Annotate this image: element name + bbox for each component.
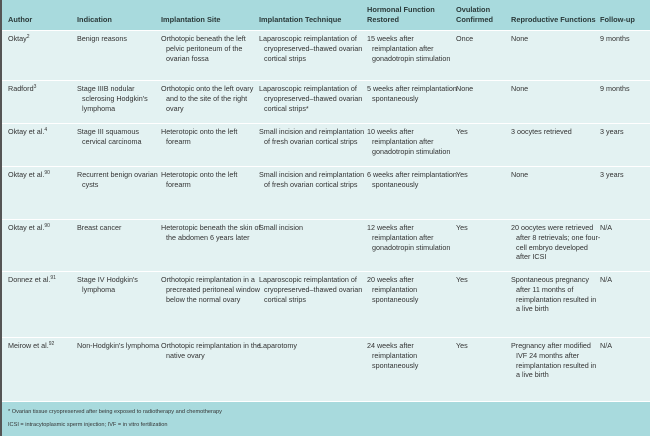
cell-implantation-site: Heterotopic onto the left forearm — [161, 170, 238, 189]
reference-number: 4 — [44, 127, 48, 133]
cell-indication: Stage IIIB nodular sclerosing Hodgkin's lymphoma — [77, 84, 148, 113]
cell-indication: Stage IV Hodgkin's lymphoma — [77, 275, 138, 294]
column-header-reproductive-functions: Reproductive Functions — [511, 15, 596, 24]
cell-indication: Recurrent benign ovarian cysts — [77, 170, 158, 189]
reference-number: 92 — [48, 341, 55, 347]
cell-hormonal-function: 5 weeks after reimplantation spontaneously — [367, 84, 457, 103]
column-header-implantation-site: Implantation Site — [161, 15, 221, 24]
cell-follow-up: 3 years — [600, 127, 624, 136]
cell-hormonal-function: 6 weeks after reimplantation spontaneously — [367, 170, 457, 189]
column-header-author: Author — [8, 15, 33, 24]
cell-implantation-technique: Laparotomy — [259, 341, 297, 350]
cell-follow-up: 3 years — [600, 170, 624, 179]
cell-reproductive-functions: None — [511, 170, 529, 179]
table-footer — [2, 402, 650, 436]
cell-implantation-site: Orthotopic onto the left ovary and to the site of the right ovary — [161, 84, 254, 113]
cell-reproductive-functions: None — [511, 84, 529, 93]
cell-indication: Breast cancer — [77, 223, 122, 232]
cell-author — [8, 170, 79, 180]
cell-hormonal-function: 10 weeks after reimplantation after gonadotropin stimulation — [367, 127, 451, 156]
author-name: Oktay — [8, 34, 27, 43]
cell-ovulation: Yes — [456, 127, 468, 136]
cell-author — [8, 127, 79, 137]
table-header — [2, 0, 650, 31]
cell-hormonal-function: 24 weeks after reimplantation spontaneously — [367, 341, 419, 370]
column-header-follow-up: Follow-up — [600, 15, 635, 24]
table-row — [2, 124, 650, 167]
reference-number: 3 — [33, 84, 37, 90]
cell-follow-up: N/A — [600, 275, 612, 284]
reference-number: 91 — [50, 275, 56, 281]
cell-follow-up: 9 months — [600, 34, 630, 43]
cell-implantation-technique: Laparoscopic reimplantation of cryopreserved–thawed ovarian cortical strips — [259, 34, 363, 63]
author-name: Donnez et al. — [8, 275, 51, 284]
cell-follow-up: N/A — [600, 341, 612, 350]
cell-ovulation: Yes — [456, 275, 468, 284]
cell-hormonal-function: 12 weeks after reimplantation after gonadotropin stimulation — [367, 223, 451, 252]
cell-reproductive-functions: Pregnancy after modified IVF 24 months after reimplantation resulted in a live birth — [511, 341, 597, 380]
column-header-ovulation: Ovulation Confirmed — [456, 5, 493, 24]
table-row — [2, 167, 650, 220]
author-name: Radford — [8, 84, 34, 93]
cell-reproductive-functions: 3 oocytes retrieved — [511, 127, 572, 136]
table-row — [2, 272, 650, 338]
column-header-implantation-technique: Implantation Technique — [259, 15, 342, 24]
cell-author — [8, 223, 79, 233]
cell-reproductive-functions: Spontaneous pregnancy after 11 months of reimplantation resulted in a live birth — [511, 275, 597, 314]
author-name: Oktay et al. — [8, 170, 45, 179]
table-row — [2, 31, 650, 81]
cell-reproductive-functions: 20 oocytes were retrieved after 8 retrievals; one four-cell embryo developed after ICSI — [511, 223, 601, 262]
cell-implantation-site: Heterotopic onto the left forearm — [161, 127, 238, 146]
table-row — [2, 338, 650, 402]
cell-implantation-site: Heterotopic beneath the skin of the abdomen 6 years later — [161, 223, 261, 242]
cell-author — [8, 34, 79, 44]
cell-implantation-technique: Laparoscopic reimplantation of cryopreserved–thawed ovarian cortical strips — [259, 275, 363, 304]
cell-ovulation: None — [456, 84, 474, 93]
cell-follow-up: 9 months — [600, 84, 630, 93]
cell-hormonal-function: 20 weeks after reimplantation spontaneously — [367, 275, 419, 304]
cell-implantation-technique: Small incision — [259, 223, 303, 232]
author-name: Meirow et al. — [8, 341, 49, 350]
table-row — [2, 220, 650, 272]
cell-author — [8, 275, 79, 285]
column-header-hormonal-function: Hormonal Function Restored — [367, 5, 435, 24]
cell-ovulation: Yes — [456, 223, 468, 232]
cell-author — [8, 84, 79, 94]
cell-implantation-site: Orthotopic reimplantation in the native ovary — [161, 341, 261, 360]
cell-reproductive-functions: None — [511, 34, 529, 43]
author-name: Oktay et al. — [8, 127, 45, 136]
author-name: Oktay et al. — [8, 223, 45, 232]
column-header-indication: Indication — [77, 15, 112, 24]
reference-number: 90 — [44, 223, 50, 229]
cell-ovulation: Yes — [456, 341, 468, 350]
cell-implantation-site: Orthotopic beneath the left pelvic peritoneum of the ovarian fossa — [161, 34, 246, 63]
reference-number: 90 — [44, 170, 50, 176]
cell-indication: Stage III squamous cervical carcinoma — [77, 127, 142, 146]
cell-implantation-technique: Small incision and reimplantation of fresh ovarian cortical strips — [259, 170, 365, 189]
cell-ovulation: Yes — [456, 170, 468, 179]
cell-implantation-technique: Small incision and reimplantation of fresh ovarian cortical strips — [259, 127, 365, 146]
table-row — [2, 81, 650, 124]
cell-implantation-technique: Laparoscopic reimplantation of cryopreserved–thawed ovarian cortical strips* — [259, 84, 363, 113]
cell-hormonal-function: 15 weeks after reimplantation after gonadotropin stimulation — [367, 34, 451, 63]
reference-number: 2 — [26, 34, 30, 40]
cell-indication: Benign reasons — [77, 34, 127, 43]
footnote-asterisk: * Ovarian tissue cryopreserved after being exposed to radiotherapy and chemotherapy — [8, 409, 222, 415]
cell-implantation-site: Orthotopic reimplantation in a precreated peritoneal window below the normal ovary — [161, 275, 260, 304]
cell-indication: Non-Hodgkin's lymphoma — [77, 341, 160, 350]
cell-author — [8, 341, 79, 351]
footnote-abbreviations: ICSI = intracytoplasmic sperm injection; IVF = in vitro fertilization — [8, 422, 168, 428]
cell-ovulation: Once — [456, 34, 474, 43]
cell-follow-up: N/A — [600, 223, 612, 232]
